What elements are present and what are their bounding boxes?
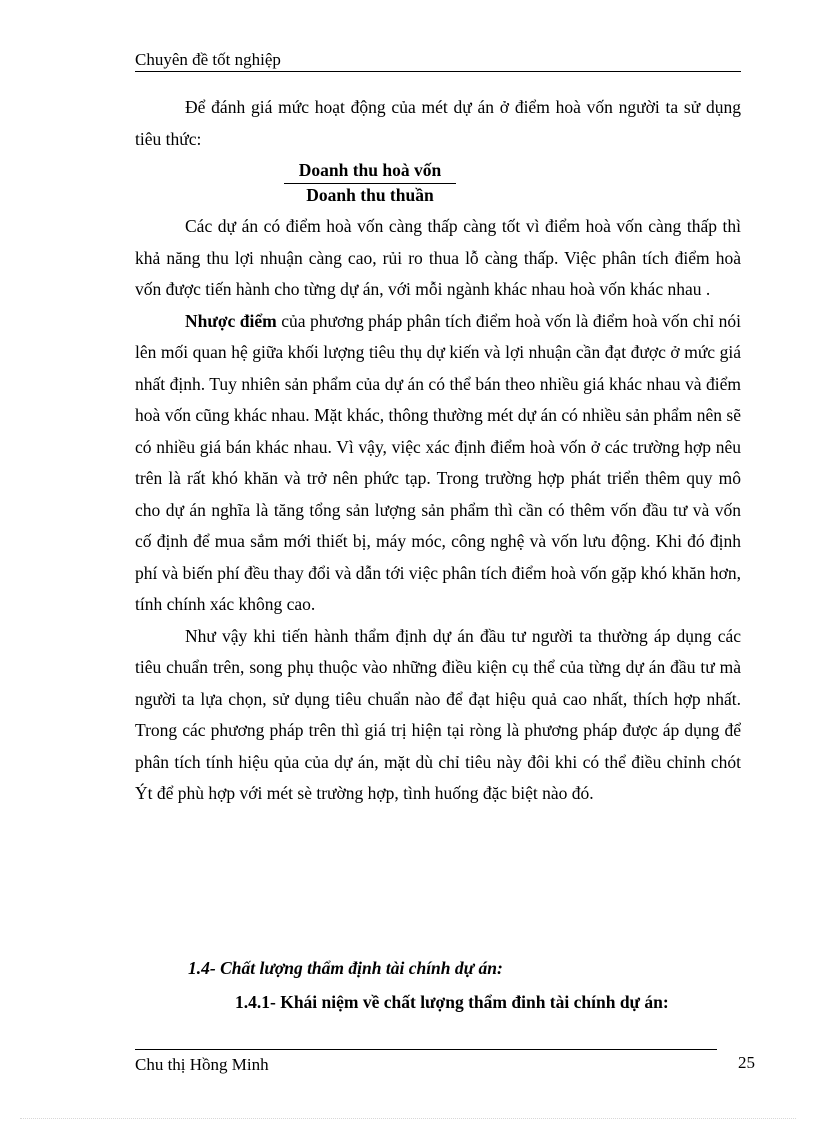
footer-rule [135,1049,717,1050]
formula-denominator: Doanh thu thuần [306,185,434,205]
paragraph-conclusion: Như vậy khi tiến hành thẩm định dự án đầu tư người ta thường áp dụng các tiêu chuẩn trên, song phụ thuộc vào những điều kiện cụ thể của từng dự án đầu tư mà người ta lựa chọn, sử dụng tiêu chuẩn nào để đạt hiệu quả cao nhất, thích hợp nhất. Trong các phương pháp trên thì giá trị hiện tại ròng là phương pháp được áp dụng để phân tích tính hiệu qủa của dự án, mặt dù chỉ tiêu này đôi khi có thể điều chỉnh chót Ýt để phù hợp với mét sè trường hợp, tình huống đặc biệt nào đó. [135,625,741,803]
breakeven-ratio-formula [284,155,456,211]
footer-author: Chu thị Hồng Minh [135,1055,269,1074]
paragraph-disadvantages-text: của phương pháp phân tích điểm hoà vốn là điểm hoà vốn chỉ nói lên mối quan hệ giữa khối lượng tiêu thụ dự kiến và lợi nhuận cần đạt được ở mức giá nhất định. Tuy nhiên sản phẩm của dự án có thể bán theo nhiều giá khác nhau và điểm hoà vốn cũng khác nhau. Mặt khác, thông thường mét dự án có nhiều sản phẩm nên sẽ có nhiều giá bán khác nhau. Vì vậy, việc xác định điểm hoà vốn ở các trường hợp nêu trên là rất khó khăn và trở nên phức tạp. Trong trường hợp phát triển thêm quy mô cho dự án nghĩa là tăng tổng sản lượng sản phẩm thì cần có thêm vốn đầu tư và vốn cố định để mua sắm mới thiết bị, máy móc, công nghệ và vốn lưu động. Khi đó định phí và biến phí đều thay đổi và dẫn tới việc phân tích điểm hoà vốn gặp khó khăn hơn, tính chính xác không cao. [135,310,741,614]
paragraph-disadvantages [135,306,741,621]
document-body [135,92,741,810]
disadvantage-label: Nhược điểm [185,310,277,331]
page-number: 25 [738,1053,755,1072]
page-bottom-edge [20,1118,796,1119]
header-title: Chuyên đề tốt nghiệp [135,50,281,69]
paragraph-breakeven-explanation: Các dự án có điểm hoà vốn càng thấp càng tốt vì điểm hoà vốn càng thấp thì khả năng thu lợi nhuận càng cao, rủi ro thua lỗ càng thấp. Việc phân tích điểm hoà vốn được tiến hành cho từng dự án, với mỗi ngành khác nhau hoà vốn khác nhau . [135,216,741,299]
paragraph-intro: Để đánh giá mức hoạt động của mét dự án ở điểm hoà vốn người ta sử dụng tiêu thức: [135,97,741,149]
formula-numerator: Doanh thu hoà vốn [298,160,442,180]
section-heading: 1.4- Chất lượng thẩm định tài chính dự án: [188,958,503,978]
header-rule [135,71,741,72]
subsection-heading: 1.4.1- Khái niệm về chất lượng thẩm đinh tài chính dự án: [235,992,669,1012]
